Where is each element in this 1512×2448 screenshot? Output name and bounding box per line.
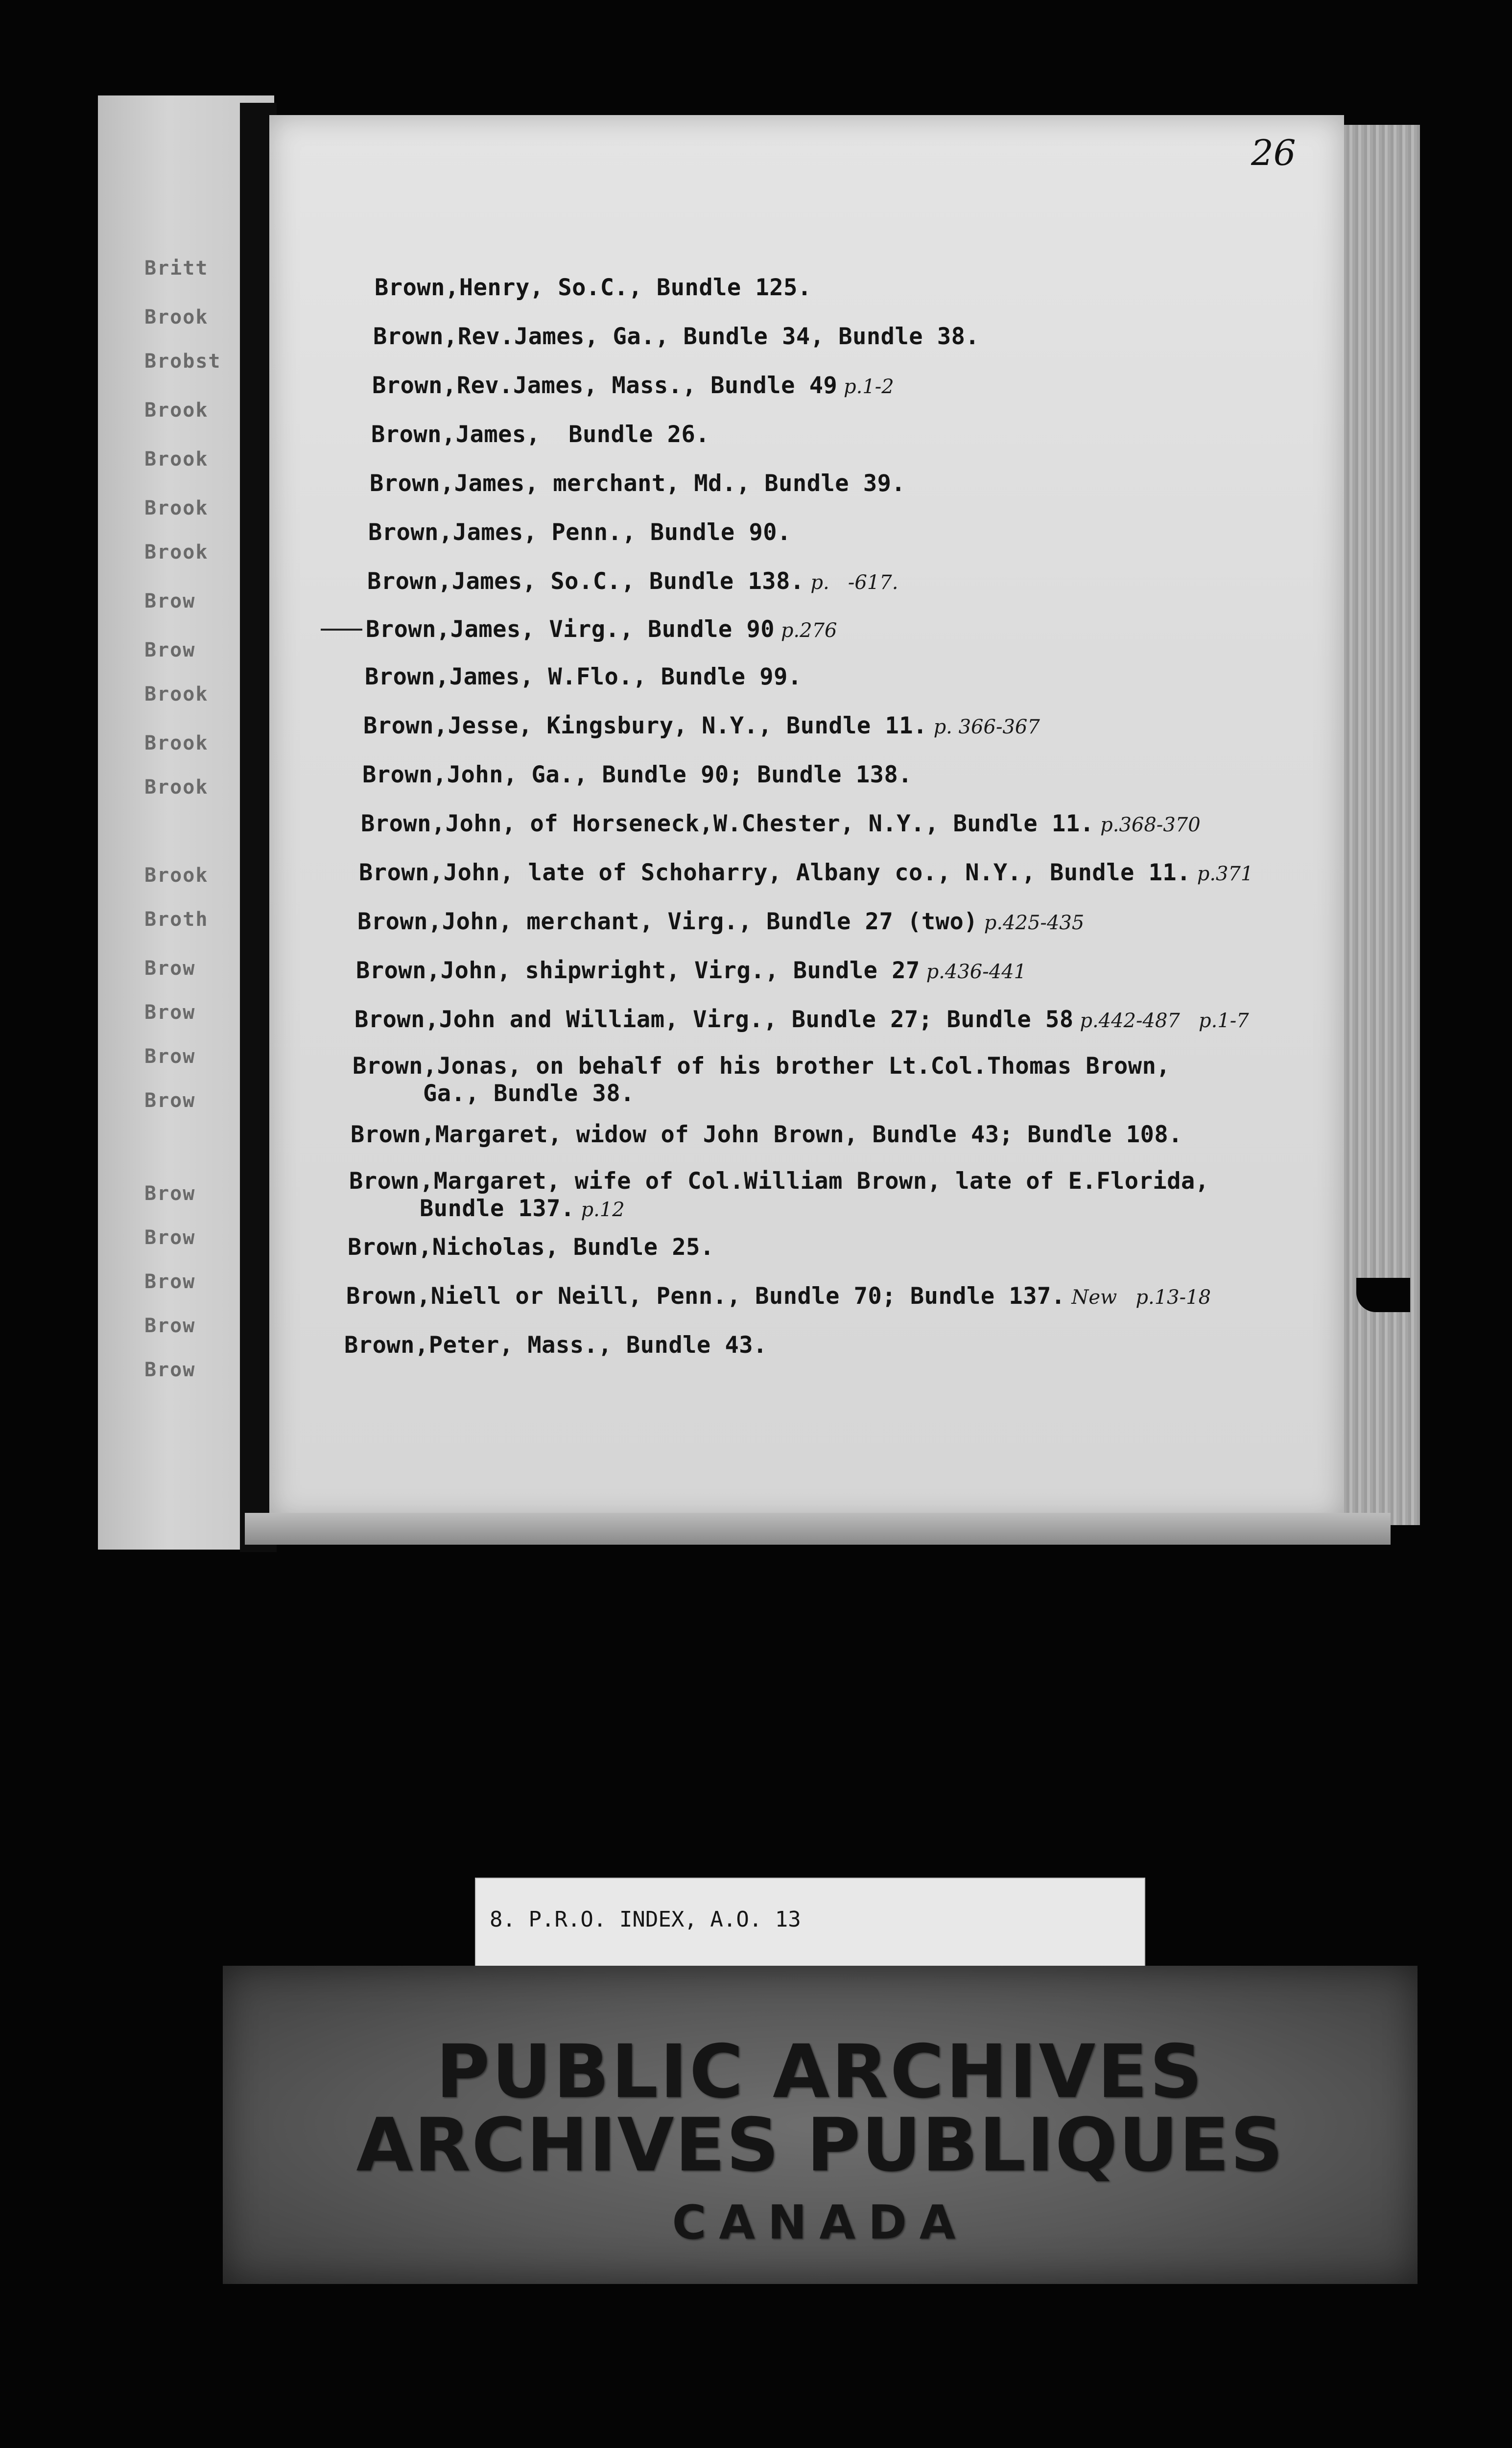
fragment-text: Brow — [144, 1045, 196, 1068]
handwritten-page-note: p.276 — [775, 619, 837, 642]
fragment-text: Brow — [144, 957, 196, 980]
entry-text: Brown,Rev.James, Mass., Bundle 49 — [372, 372, 838, 399]
fragment-text: Broth — [144, 908, 209, 931]
handwritten-page-note: p.425-435 — [978, 912, 1085, 934]
fragment-text: Brow — [144, 639, 196, 661]
fragment-text: Brook — [144, 306, 209, 329]
stamp-line-french: ARCHIVES PUBLIQUES — [356, 2103, 1284, 2188]
entry-text: Brown,Rev.James, Ga., Bundle 34, Bundle 38. — [373, 323, 980, 350]
stamp-line-english: PUBLIC ARCHIVES — [436, 2029, 1205, 2115]
handwritten-page-note: p. -617. — [804, 571, 898, 594]
fragment-text: Britt — [144, 257, 209, 280]
entry-text: Brown,Henry, So.C., Bundle 125. — [375, 274, 812, 301]
fragment-text: Brook — [144, 776, 209, 799]
entry-text: Brown,James, Penn., Bundle 90. — [368, 519, 791, 546]
entry-text: Brown,John, merchant, Virg., Bundle 27 (two) — [357, 908, 978, 935]
index-entry — [344, 1332, 767, 1359]
entry-text: Brown,John, late of Schoharry, Albany co., N.Y., Bundle 11. — [359, 859, 1191, 886]
index-entry — [366, 616, 837, 644]
fragment-text: Brow — [144, 1271, 196, 1293]
reel-label-strip — [475, 1878, 1145, 1968]
entry-text: Brown,John and William, Virg., Bundle 27; Bundle 58 — [354, 1006, 1074, 1033]
index-entry — [372, 372, 894, 400]
entry-text: Brown,Jesse, Kingsbury, N.Y., Bundle 11. — [363, 712, 927, 739]
fragment-text: Brow — [144, 590, 196, 612]
entry-text: Brown,James, merchant, Md., Bundle 39. — [370, 470, 906, 497]
index-entry — [348, 1234, 714, 1261]
handwritten-page-note: p. 366-367 — [927, 716, 1040, 738]
index-entry — [357, 908, 1084, 937]
entry-text: Brown,James, So.C., Bundle 138. — [367, 568, 804, 595]
entry-text: Brown,John, of Horseneck,W.Chester, N.Y., Bundle 11. — [361, 810, 1094, 837]
reel-label-text: 8. P.R.O. INDEX, A.O. 13 — [490, 1907, 801, 1932]
entry-text: Brown,Niell or Neill, Penn., Bundle 70; Bundle 137. — [346, 1283, 1065, 1310]
margin-tick-mark — [321, 629, 362, 631]
page-tab-notch — [1356, 1278, 1410, 1312]
fragment-text: Brow — [144, 1089, 196, 1112]
index-entry — [371, 421, 709, 448]
index-entry — [373, 323, 979, 351]
fragment-text: Brow — [144, 1315, 196, 1337]
fragment-text: Brow — [144, 1226, 196, 1249]
fragment-text: Brobst — [144, 350, 221, 373]
fragment-text: Brow — [144, 1182, 196, 1205]
index-entry — [367, 568, 898, 596]
index-entry — [354, 1006, 1249, 1035]
entry-text: Brown,James, Virg., Bundle 90 — [366, 616, 775, 643]
index-entry — [353, 1053, 1170, 1107]
index-entry — [363, 712, 1040, 741]
index-entry — [365, 663, 802, 691]
stamp-line-country: CANADA — [672, 2196, 969, 2250]
index-entry — [362, 761, 912, 789]
index-entry — [349, 1168, 1209, 1224]
handwritten-page-note: p.436-441 — [920, 961, 1027, 983]
entry-text: Brown,John, Ga., Bundle 90; Bundle 138. — [362, 761, 913, 788]
index-entry — [346, 1283, 1211, 1311]
page-bottom-edge — [245, 1513, 1391, 1545]
fragment-text: Brook — [144, 864, 209, 887]
fragment-text: Brook — [144, 732, 209, 754]
entry-text: Brown,Jonas, on behalf of his brother Lt.Col.Thomas Brown, Ga., Bundle 38. — [353, 1053, 1171, 1107]
index-entry — [375, 274, 812, 302]
index-entry — [359, 859, 1253, 888]
entry-text: Brown,John, shipwright, Virg., Bundle 27 — [356, 957, 920, 984]
index-entry — [368, 519, 791, 546]
archives-stamp — [223, 1966, 1418, 2284]
entry-text: Brown,Peter, Mass., Bundle 43. — [344, 1332, 767, 1359]
handwritten-page-note: p.371 — [1191, 863, 1253, 885]
entry-text: Brown,James, Bundle 26. — [371, 421, 710, 448]
fragment-text: Brow — [144, 1001, 196, 1024]
handwritten-page-note: New p.13-18 — [1065, 1286, 1211, 1309]
index-entry — [361, 810, 1201, 839]
fragment-text: Brook — [144, 683, 209, 706]
entry-text: Brown,Margaret, widow of John Brown, Bundle 43; Bundle 108. — [351, 1121, 1182, 1148]
fragment-text: Brook — [144, 497, 209, 519]
entry-text: Brown,Nicholas, Bundle 25. — [348, 1234, 714, 1261]
fragment-text: Brow — [144, 1359, 196, 1381]
index-entry — [370, 470, 905, 497]
page-number: 26 — [1251, 132, 1296, 173]
handwritten-page-note: p.368-370 — [1094, 814, 1201, 836]
fragment-text: Brook — [144, 541, 209, 564]
entry-text: Brown,James, W.Flo., Bundle 99. — [365, 663, 802, 690]
fragment-text: Brook — [144, 399, 209, 422]
fragment-text: Brook — [144, 448, 209, 471]
index-entry — [356, 957, 1026, 986]
entry-text: Brown,Margaret, wife of Col.William Brown, late of E.Florida, Bundle 137. — [349, 1168, 1209, 1222]
handwritten-page-note: p.442-487 p.1-7 — [1073, 1010, 1249, 1032]
index-entry — [351, 1121, 1182, 1149]
handwritten-page-note: p.12 — [574, 1199, 625, 1221]
handwritten-page-note: p.1-2 — [837, 376, 894, 398]
